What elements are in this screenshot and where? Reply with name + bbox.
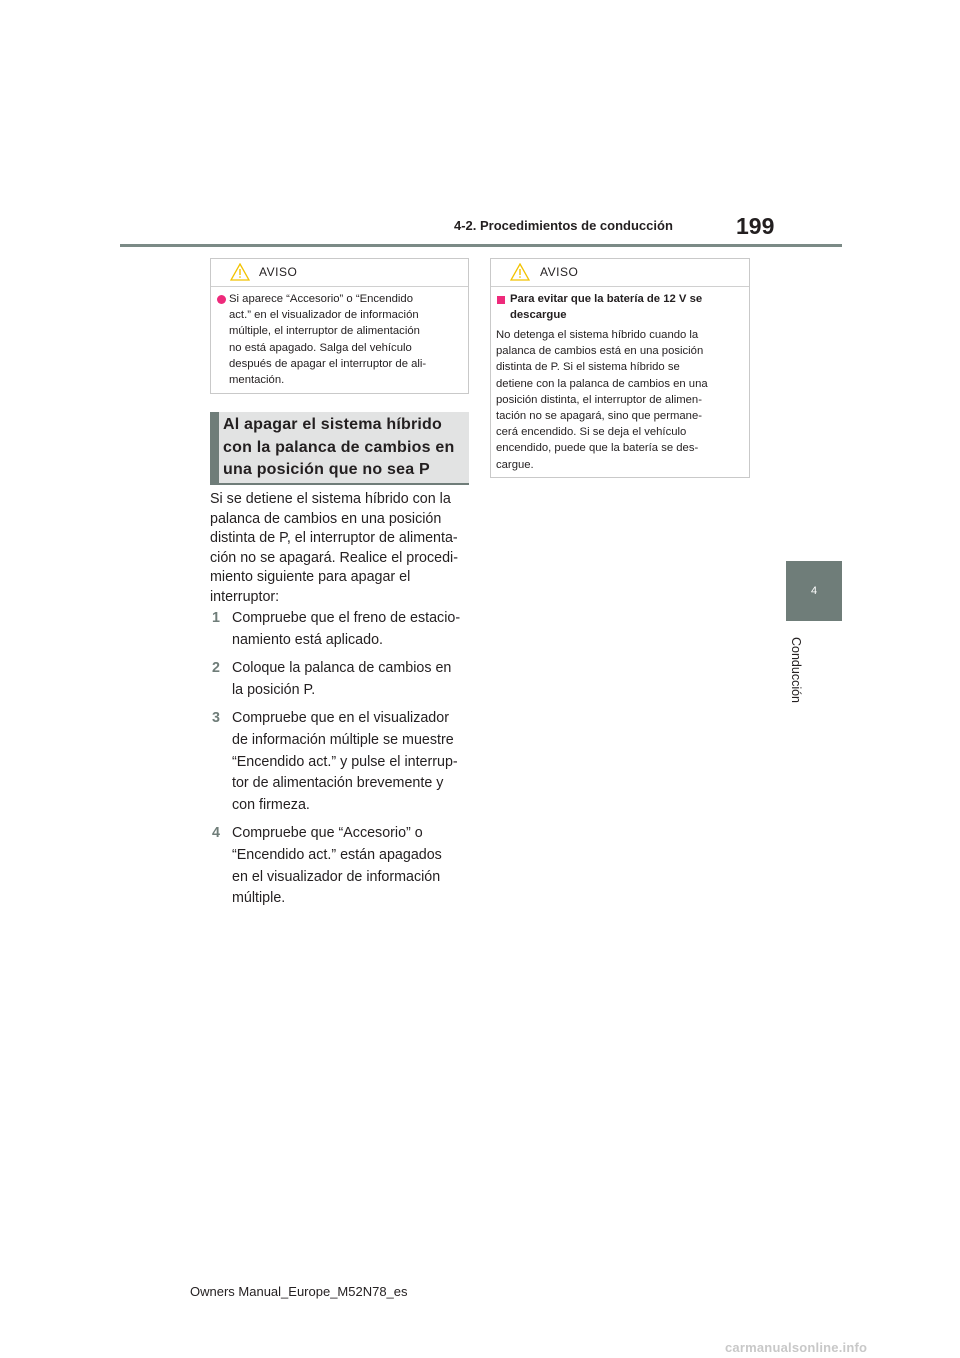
text-line: de información múltiple se muestre <box>232 731 454 748</box>
text-line: palanca de cambios está en una posición <box>496 345 704 358</box>
text-line: en el visualizador de información <box>232 868 441 885</box>
text-line: tación no se apagará, sino que permane- <box>496 410 702 423</box>
warning-title: AVISO <box>259 265 298 279</box>
warning-box-right <box>490 258 750 478</box>
text-line: Coloque la palanca de cambios en <box>232 660 452 676</box>
text-line: Compruebe que el freno de estacio- <box>232 610 461 626</box>
text-line: “Encendido act.” y pulse el interrup- <box>232 753 458 770</box>
text-line: múltiple. <box>232 890 286 907</box>
text-line: distinta de P. Si el sistema híbrido se <box>496 361 680 374</box>
section-heading <box>223 414 467 482</box>
warning-subheading <box>510 291 748 323</box>
text-line: después de apagar el interruptor de ali- <box>229 357 427 370</box>
step-text <box>232 823 472 910</box>
text-line: Compruebe que en el visualizador <box>232 710 449 726</box>
text-line: cargue. <box>496 458 534 471</box>
text-line: tor de alimentación brevemente y <box>232 775 444 792</box>
text-line: descargue <box>510 309 567 322</box>
text-line: posición distinta, el interruptor de alimen- <box>496 393 702 406</box>
text-line: la posición P. <box>232 681 316 698</box>
step-text <box>232 608 472 652</box>
text-line: ción no se apagará. Realice el procedi- <box>210 549 458 566</box>
text-line: No detenga el sistema híbrido cuando la <box>496 329 699 341</box>
text-line: cerá encendido. Si se deja el vehículo <box>496 426 687 439</box>
text-line: miento siguiente para apagar el <box>210 569 411 585</box>
text-line: encendido, puede que la batería se des- <box>496 442 699 455</box>
text-line: distinta de P, el interruptor de alimenta- <box>210 530 458 546</box>
text-line: detiene con la palanca de cambios en una <box>496 377 708 390</box>
heading-line: una posición que no sea P <box>223 461 430 478</box>
step-text <box>232 708 472 817</box>
warning-body <box>496 327 748 473</box>
bullet-icon <box>217 295 226 304</box>
warning-box-left <box>210 258 469 394</box>
text-line: mentación. <box>229 374 285 387</box>
footer-text: Owners Manual_Europe_M52N78_es <box>190 1284 408 1299</box>
text-line: palanca de cambios en una posición <box>210 510 442 527</box>
page-number: 199 <box>736 213 775 239</box>
text-line: Compruebe que “Accesorio” o <box>232 825 423 841</box>
chapter-label: Conducción <box>789 636 803 703</box>
warning-body <box>229 291 467 388</box>
warning-header-divider <box>491 286 749 287</box>
section-title: 4-2. Procedimientos de conducción <box>454 218 673 233</box>
heading-line: Al apagar el sistema híbrido <box>223 416 442 433</box>
step-number: 1 <box>212 610 220 626</box>
intro-paragraph <box>210 490 472 607</box>
warning-header-divider <box>211 286 468 287</box>
text-line: múltiple, el interruptor de alimentación <box>229 325 420 338</box>
text-line: Para evitar que la batería de 12 V se <box>510 293 703 305</box>
section-heading-accent <box>210 412 219 483</box>
text-line: Si se detiene el sistema híbrido con la <box>210 491 451 507</box>
text-line: act.” en el visualizador de información <box>229 309 419 322</box>
step-number: 4 <box>212 825 220 841</box>
header-divider <box>120 244 842 247</box>
watermark: carmanualsonline.info <box>725 1340 868 1355</box>
warning-triangle-icon <box>510 263 530 281</box>
text-line: con firmeza. <box>232 797 310 814</box>
bullet-square-icon <box>497 296 505 304</box>
step-text <box>232 658 472 702</box>
text-line: no está apagado. Salga del vehículo <box>229 341 412 354</box>
warning-title: AVISO <box>540 265 579 279</box>
text-line: “Encendido act.” están apagados <box>232 846 442 863</box>
heading-line: con la palanca de cambios en <box>223 438 455 456</box>
text-line: namiento está aplicado. <box>232 631 384 648</box>
step-number: 2 <box>212 660 220 676</box>
warning-triangle-icon <box>230 263 250 281</box>
text-line: Si aparece “Accesorio” o “Encendido <box>229 293 413 305</box>
step-number: 3 <box>212 710 220 726</box>
section-heading-rule <box>210 483 469 485</box>
text-line: interruptor: <box>210 588 280 605</box>
chapter-number: 4 <box>810 585 818 597</box>
